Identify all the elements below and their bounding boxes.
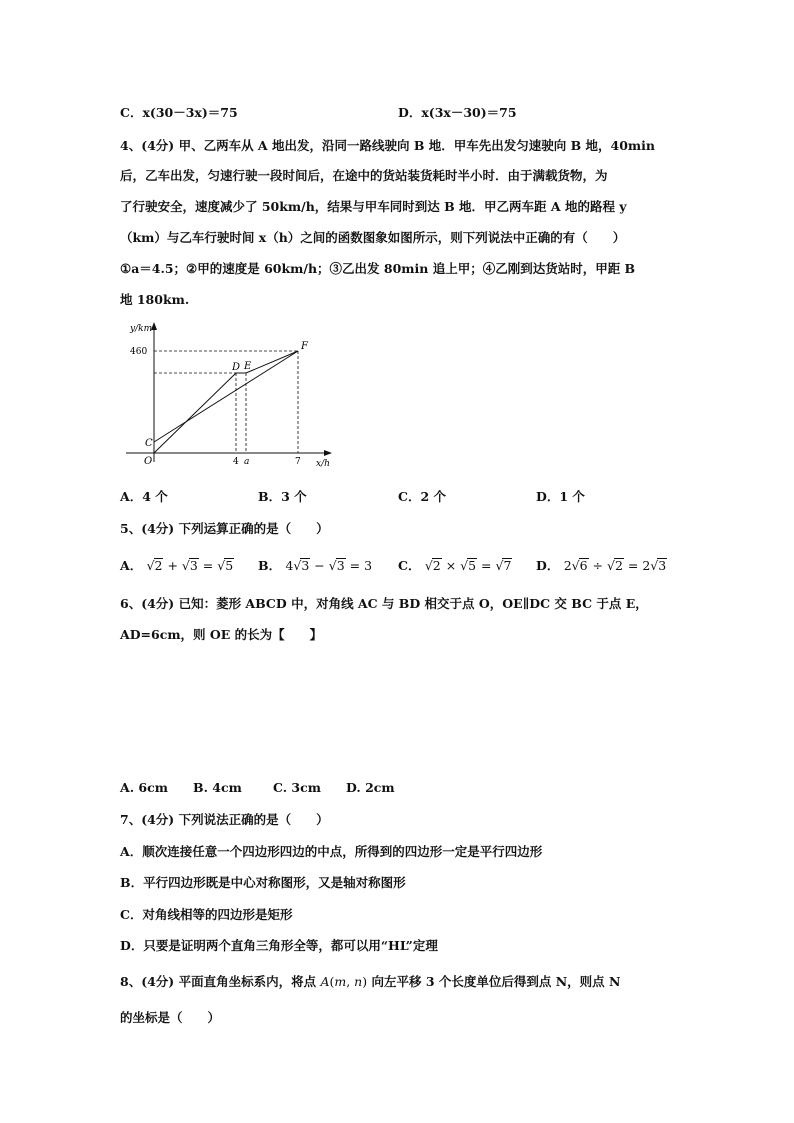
q4-option-a: A．4 个 (120, 489, 168, 504)
q4-line-3: 了行驶安全，速度减少了 50km/h，结果与甲车同时到达 B 地．甲乙两车距 A 地的路程 y (120, 199, 627, 214)
origin-label: O (144, 456, 153, 467)
q4-option-d: D．1 个 (536, 489, 585, 504)
q5-option-b: B． 4√3 − √3 = 3 (258, 558, 373, 573)
q5-option-a-label: A． (120, 558, 143, 573)
point-d-label: D (232, 362, 241, 373)
q5-stem: 5、(4分) 下列运算正确的是（ ） (120, 521, 329, 536)
q7-option-c: C．对角线相等的四边形是矩形 (120, 907, 293, 922)
q4-line-6: 地 180km. (120, 292, 190, 307)
point-f-label: F (301, 341, 308, 352)
q5-option-c: C． √2 × √5 = √7 (398, 558, 512, 573)
q4-line-4: （km）与乙车行驶时间 x（h）之间的函数图象如图所示，则下列说法中正确的有（ ） (120, 230, 626, 245)
q7-option-a: A．顺次连接任意一个四边形四边的中点，所得到的四边形一定是平行四边形 (120, 844, 543, 859)
q8-line-1-a: 8、(4分) 平面直角坐标系内，将点 (120, 974, 317, 989)
q5-option-a: A． √2 + √3 = √5 (120, 558, 234, 573)
q4-graph (118, 318, 340, 476)
q4-line-1: 4、(4分) 甲、乙两车从 A 地出发，沿同一路线驶向 B 地．甲车先出发匀速驶向 B 地，40min (120, 138, 655, 153)
x-tick-a: a (244, 457, 250, 467)
point-e-label: E (244, 361, 252, 372)
x-tick-7: 7 (295, 457, 301, 467)
point-c-label: C (145, 438, 153, 449)
q3-option-c: C．x(30－3x)＝75 (120, 105, 238, 120)
q7-stem: 7、(4分) 下列说法正确的是（ ） (120, 812, 329, 827)
q4-line-2: 后，乙车出发，匀速行驶一段时间后，在途中的货站装货耗时半小时．由于满载货物，为 (120, 168, 608, 183)
q4-line-5: ①a＝4.5；②甲的速度是 60km/h；③乙出发 80min 追上甲；④乙刚到达货站时，甲距 B (120, 261, 636, 276)
q5-option-b-label: B． (258, 558, 282, 573)
q6-option-b: B. 4cm (193, 780, 242, 795)
y-tick-460: 460 (130, 347, 148, 357)
q8-line-2: 的坐标是（ ） (120, 1010, 221, 1025)
q6-line-1: 6、(4分) 已知：菱形 ABCD 中，对角线 AC 与 BD 相交于点 O，OE∥DC 交 BC 于点 E， (120, 596, 648, 611)
q5-option-d: D． 2√6 ÷ √2 = 2√3 (536, 558, 667, 573)
q3-option-d: D．x(3x－30)＝75 (398, 105, 517, 120)
q6-option-a: A. 6cm (120, 780, 168, 795)
y-axis-label: y/km (130, 324, 153, 334)
q5-option-d-label: D． (536, 558, 560, 573)
q7-option-b: B．平行四边形既是中心对称图形，又是轴对称图形 (120, 875, 406, 890)
q4-option-c: C．2 个 (398, 489, 446, 504)
x-tick-4: 4 (233, 457, 239, 467)
x-axis-label: x/h (316, 459, 330, 469)
q8-line-1: 8、(4分) 平面直角坐标系内，将点 A(m, n) 向左平移 3 个长度单位后得到点 N，则点 N (120, 974, 621, 989)
q5-option-c-label: C． (398, 558, 421, 573)
point-a-expression: A (320, 974, 330, 989)
q6-option-c: C. 3cm (273, 780, 321, 795)
q8-line-1-b: 向左平移 3 个长度单位后得到点 N，则点 N (371, 974, 621, 989)
q6-line-2: AD=6cm，则 OE 的长为【 】 (120, 627, 323, 642)
q6-option-d: D. 2cm (346, 780, 395, 795)
q4-option-b: B．3 个 (258, 489, 307, 504)
q7-option-d: D．只要是证明两个直角三角形全等，都可以用“HL”定理 (120, 938, 438, 953)
